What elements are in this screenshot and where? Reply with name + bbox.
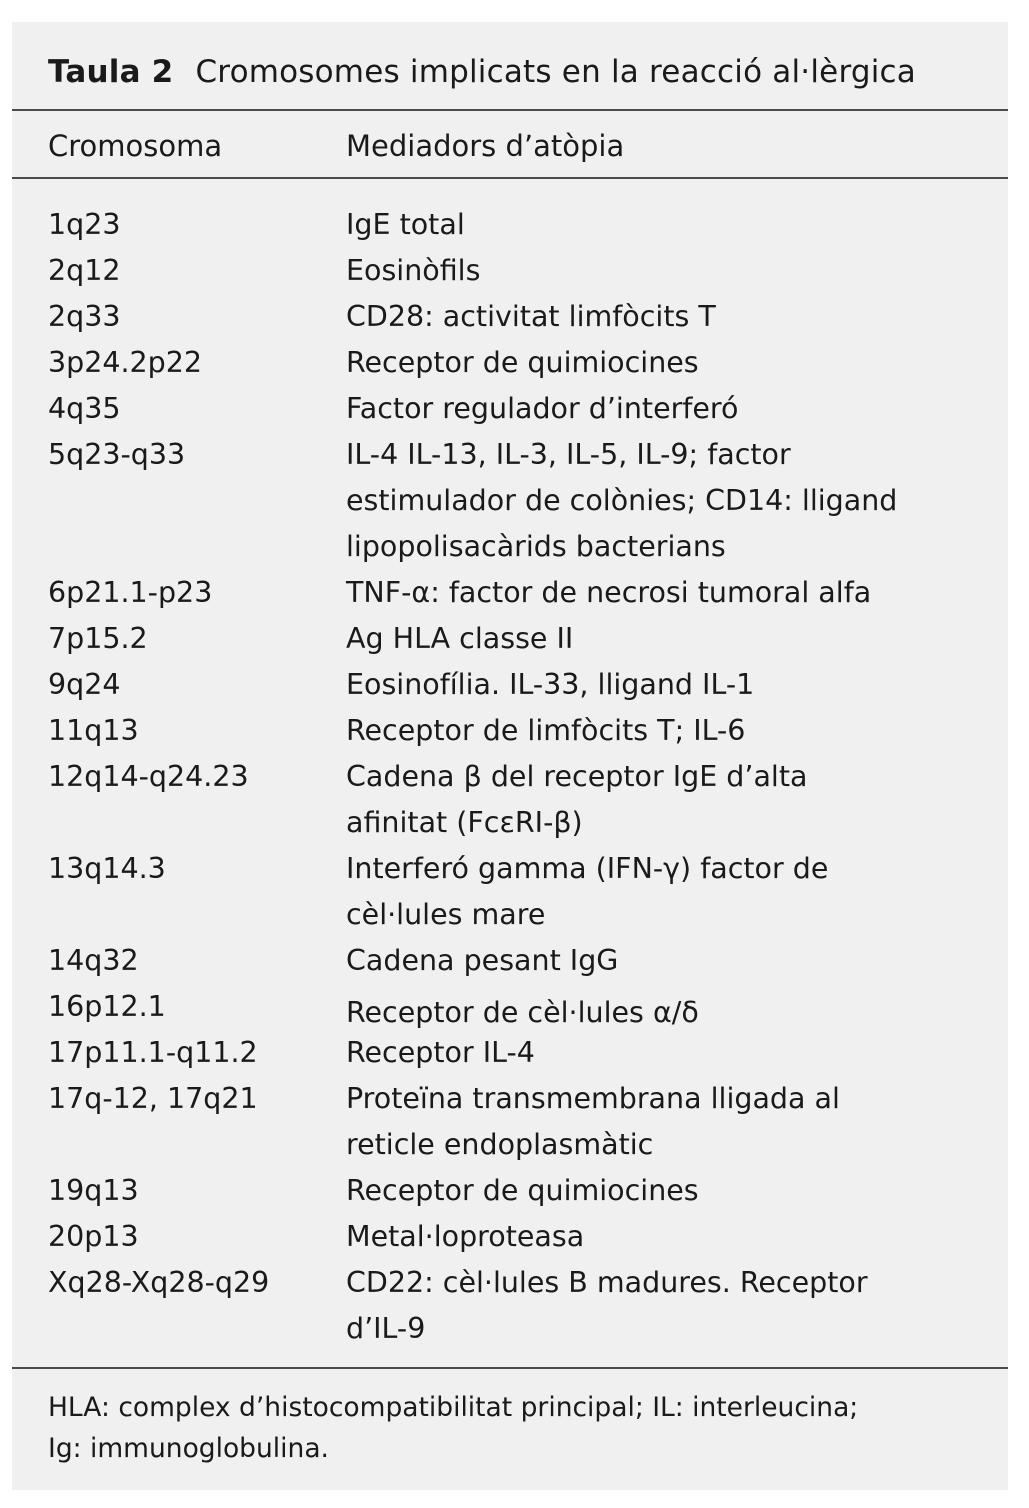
cell-mediadors (346, 708, 986, 754)
cell-cromosoma: 16p12.1 (48, 990, 166, 1023)
cell-mediadors (346, 1076, 986, 1168)
cell-mediadors-line: reticle endoplasmàtic (346, 1128, 654, 1161)
table-row (12, 1030, 1008, 1076)
cell-cromosoma: 2q33 (48, 300, 121, 333)
table-row (12, 386, 1008, 432)
cell-mediadors-line: Factor regulador d’interferó (346, 392, 739, 425)
table-row (12, 1076, 1008, 1168)
table-row (12, 570, 1008, 616)
cell-mediadors-line: Eosinofília. IL-33, lligand IL-1 (346, 668, 755, 701)
table-row (12, 248, 1008, 294)
cell-mediadors-line: Receptor IL-4 (346, 1036, 535, 1069)
cell-mediadors (346, 846, 986, 938)
table-row (12, 1214, 1008, 1260)
footnote-line: HLA: complex d’histocompatibilitat principal; IL: interleucina; (48, 1392, 859, 1423)
cell-mediadors-line: afinitat (FcεRI-β) (346, 806, 583, 839)
cell-mediadors (346, 662, 986, 708)
table-footnote (48, 1387, 988, 1469)
cell-mediadors (346, 1030, 986, 1076)
cell-mediadors (346, 570, 986, 616)
cell-mediadors-line: Cadena β del receptor IgE d’alta (346, 760, 808, 793)
table-row (12, 984, 1008, 1036)
cell-cromosoma: 11q13 (48, 714, 139, 747)
cell-mediadors (346, 294, 986, 340)
table-row (12, 202, 1008, 248)
cell-mediadors (346, 616, 986, 662)
table-row (12, 294, 1008, 340)
cell-mediadors-line: Interferó gamma (IFN-γ) factor de (346, 852, 829, 885)
table-row (12, 938, 1008, 984)
cell-cromosoma: 9q24 (48, 668, 121, 701)
header-rule (12, 177, 1008, 179)
cell-cromosoma: 13q14.3 (48, 852, 166, 885)
cell-mediadors-line: Eosinòfils (346, 254, 481, 287)
top-rule (12, 109, 1008, 111)
cell-cromosoma: 2q12 (48, 254, 121, 287)
table-body (12, 202, 1008, 1352)
cell-mediadors-line: Proteïna transmembrana lligada al (346, 1082, 840, 1115)
cell-mediadors (346, 202, 986, 248)
cell-cromosoma: 17q-12, 17q21 (48, 1082, 258, 1115)
cell-mediadors (346, 1260, 986, 1352)
table-title: Cromosomes implicats en la reacció al·lèrgica (195, 54, 916, 90)
cell-cromosoma: 4q35 (48, 392, 121, 425)
cell-mediadors-line: CD22: cèl·lules B madures. Receptor (346, 1266, 868, 1299)
cell-mediadors (346, 984, 986, 1036)
table-row (12, 846, 1008, 938)
cell-mediadors-line: TNF-α: factor de necrosi tumoral alfa (346, 576, 872, 609)
table-row (12, 340, 1008, 386)
cell-mediadors-line: IgE total (346, 208, 465, 241)
table-label: Taula 2 (48, 54, 174, 90)
cell-mediadors-line: IL-4 IL-13, IL-3, IL-5, IL-9; factor (346, 438, 791, 471)
header-cromosoma: Cromosoma (48, 129, 223, 163)
table-row (12, 1260, 1008, 1352)
table-row (12, 616, 1008, 662)
cell-cromosoma: 1q23 (48, 208, 121, 241)
cell-cromosoma: 5q23-q33 (48, 438, 186, 471)
table-row (12, 1168, 1008, 1214)
table-caption (48, 52, 916, 92)
cell-cromosoma: 7p15.2 (48, 622, 148, 655)
cell-mediadors-line: Receptor de quimiocines (346, 346, 699, 379)
header-mediadors: Mediadors d’atòpia (346, 129, 625, 163)
cell-mediadors (346, 432, 986, 570)
cell-mediadors (346, 1168, 986, 1214)
cell-cromosoma: 12q14-q24.23 (48, 760, 249, 793)
table-panel (12, 22, 1008, 1490)
cell-mediadors-line: d’IL-9 (346, 1312, 426, 1345)
cell-mediadors (346, 754, 986, 846)
cell-mediadors-line: CD28: activitat limfòcits T (346, 300, 716, 333)
footnote-line: Ig: immunoglobulina. (48, 1433, 329, 1464)
cell-mediadors-line: Receptor de quimiocines (346, 1174, 699, 1207)
cell-mediadors-line: Cadena pesant IgG (346, 944, 619, 977)
cell-mediadors (346, 386, 986, 432)
bottom-rule (12, 1367, 1008, 1369)
cell-cromosoma: 20p13 (48, 1220, 139, 1253)
cell-cromosoma: Xq28-Xq28-q29 (48, 1266, 270, 1299)
cell-mediadors-line: estimulador de colònies; CD14: lligand (346, 484, 898, 517)
table-row (12, 662, 1008, 708)
cell-mediadors-line: Receptor de cèl·lules α/δ (346, 996, 699, 1029)
cell-mediadors (346, 340, 986, 386)
table-row (12, 754, 1008, 846)
cell-cromosoma: 17p11.1-q11.2 (48, 1036, 258, 1069)
cell-mediadors (346, 938, 986, 984)
table-row (12, 432, 1008, 570)
cell-mediadors-line: Ag HLA classe II (346, 622, 574, 655)
table-row (12, 708, 1008, 754)
cell-cromosoma: 3p24.2p22 (48, 346, 203, 379)
cell-cromosoma: 19q13 (48, 1174, 139, 1207)
cell-cromosoma: 6p21.1-p23 (48, 576, 213, 609)
cell-mediadors-line: Metal·loproteasa (346, 1220, 585, 1253)
cell-mediadors-line: cèl·lules mare (346, 898, 546, 931)
cell-mediadors (346, 1214, 986, 1260)
cell-mediadors-line: lipopolisacàrids bacterians (346, 530, 726, 563)
cell-mediadors-line: Receptor de limfòcits T; IL-6 (346, 714, 746, 747)
cell-cromosoma: 14q32 (48, 944, 139, 977)
cell-mediadors (346, 248, 986, 294)
